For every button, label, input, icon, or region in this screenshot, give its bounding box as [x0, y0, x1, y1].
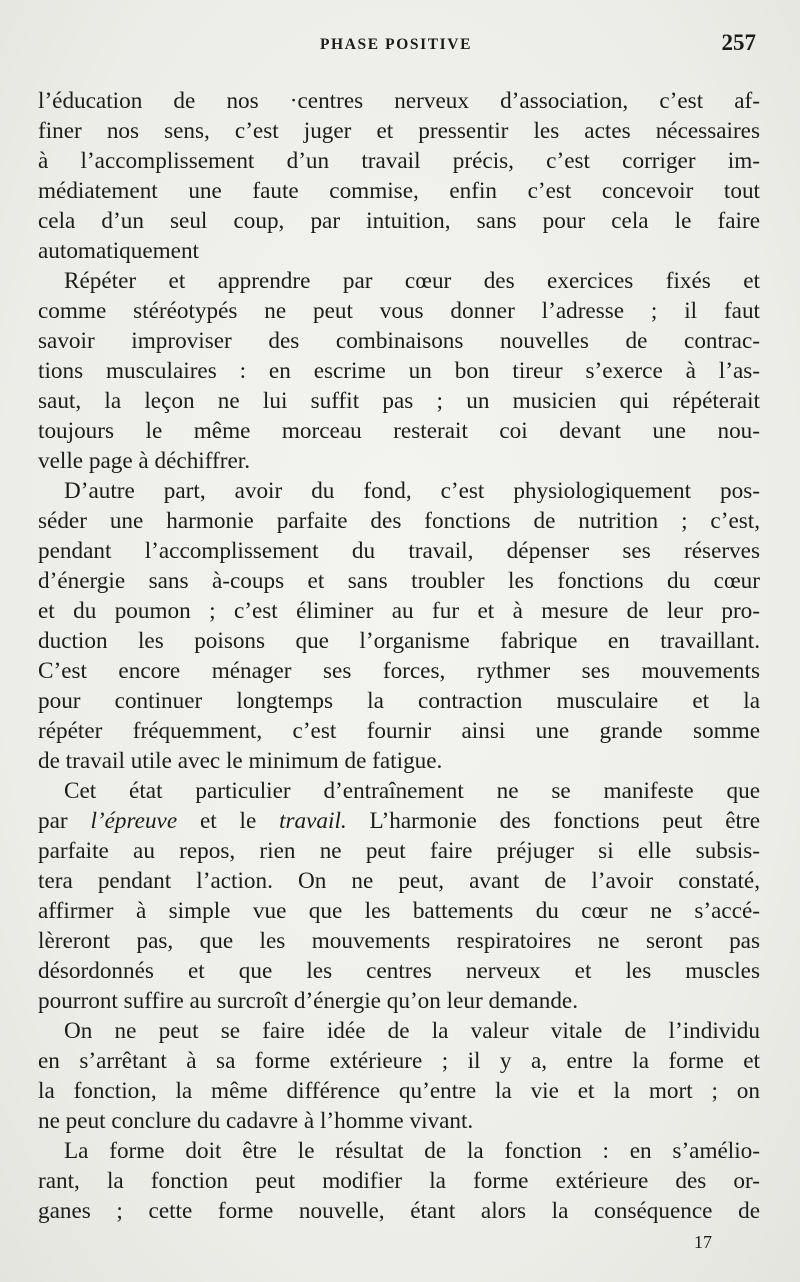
text-line: parfaite au repos, rien ne peut faire préjuger si elle subsis-: [38, 838, 760, 864]
text-line: la fonction, la même différence qu’entre la vie et la mort ; on: [38, 1078, 760, 1104]
text-line: à l’accomplissement d’un travail précis, c’est corriger im-: [38, 148, 760, 174]
text-line: D’autre part, avoir du fond, c’est physiologiquement pos-: [64, 478, 760, 504]
text-line: automatiquement: [38, 238, 199, 264]
text-line: pour continuer longtemps la contraction musculaire et la: [38, 688, 760, 714]
text-line: duction les poisons que l’organisme fabrique en travaillant.: [38, 628, 760, 654]
text-line: médiatement une faute commise, enfin c’est concevoir tout: [38, 178, 760, 204]
text-line: savoir improviser des combinaisons nouvelles de contrac-: [38, 328, 760, 354]
text-line: ne peut conclure du cadavre à l’homme vivant.: [38, 1108, 474, 1134]
text-line: finer nos sens, c’est juger et pressentir les actes nécessaires: [38, 118, 760, 144]
text-line: de travail utile avec le minimum de fatigue.: [38, 748, 443, 774]
body-text: [38, 86, 760, 1226]
text-line: La forme doit être le résultat de la fonction : en s’amélio-: [64, 1138, 760, 1164]
text-line: saut, la leçon ne lui suffit pas ; un musicien qui répéterait: [38, 388, 760, 414]
text-line: tions musculaires : en escrime un bon tireur s’exerce à l’as-: [38, 358, 760, 384]
text-line: pendant l’accomplissement du travail, dépenser ses réserves: [38, 538, 760, 564]
text-line: pourront suffire au surcroît d’énergie qu’on leur demande.: [38, 988, 579, 1014]
text-line: On ne peut se faire idée de la valeur vitale de l’individu: [64, 1018, 760, 1044]
text-line: répéter fréquemment, c’est fournir ainsi une grande somme: [38, 718, 760, 744]
running-title: PHASE POSITIVE: [319, 36, 473, 53]
text-line: et du poumon ; c’est éliminer au fur et à mesure de leur pro-: [38, 598, 760, 624]
text-line: Cet état particulier d’entraînement ne se manifeste que: [64, 778, 760, 804]
text-line: tera pendant l’action. On ne peut, avant de l’avoir constaté,: [38, 868, 760, 894]
text-line: toujours le même morceau resterait coi devant une nou-: [38, 418, 760, 444]
signature-mark: 17: [694, 1232, 712, 1252]
text-line: C’est encore ménager ses forces, rythmer ses mouvements: [38, 658, 760, 684]
text-line: séder une harmonie parfaite des fonctions de nutrition ; c’est,: [38, 508, 760, 534]
text-line: l’éducation de nos ·centres nerveux d’association, c’est af-: [38, 88, 760, 114]
text-line: d’énergie sans à-coups et sans troubler les fonctions du cœur: [38, 568, 760, 594]
text-line: lèreront pas, que les mouvements respiratoires ne seront pas: [38, 928, 760, 954]
text-line: comme stéréotypés ne peut vous donner l’adresse ; il faut: [38, 298, 760, 324]
text-line: velle page à déchiffrer.: [38, 448, 251, 474]
text-line: rant, la fonction peut modifier la forme extérieure des or-: [38, 1168, 760, 1194]
text-line: par l’épreuve et le travail. L’harmonie des fonctions peut être: [38, 808, 760, 834]
text-line: ganes ; cette forme nouvelle, étant alors la conséquence de: [38, 1198, 760, 1224]
text-line: cela d’un seul coup, par intuition, sans pour cela le faire: [38, 208, 760, 234]
text-line: désordonnés et que les centres nerveux et les muscles: [38, 958, 760, 984]
page-number: 257: [721, 30, 756, 55]
text-line: affirmer à simple vue que les battements du cœur ne s’accé-: [38, 898, 760, 924]
text-line: en s’arrêtant à sa forme extérieure ; il y a, entre la forme et: [38, 1048, 760, 1074]
text-line: Répéter et apprendre par cœur des exercices fixés et: [64, 268, 760, 294]
running-head: [36, 30, 756, 60]
